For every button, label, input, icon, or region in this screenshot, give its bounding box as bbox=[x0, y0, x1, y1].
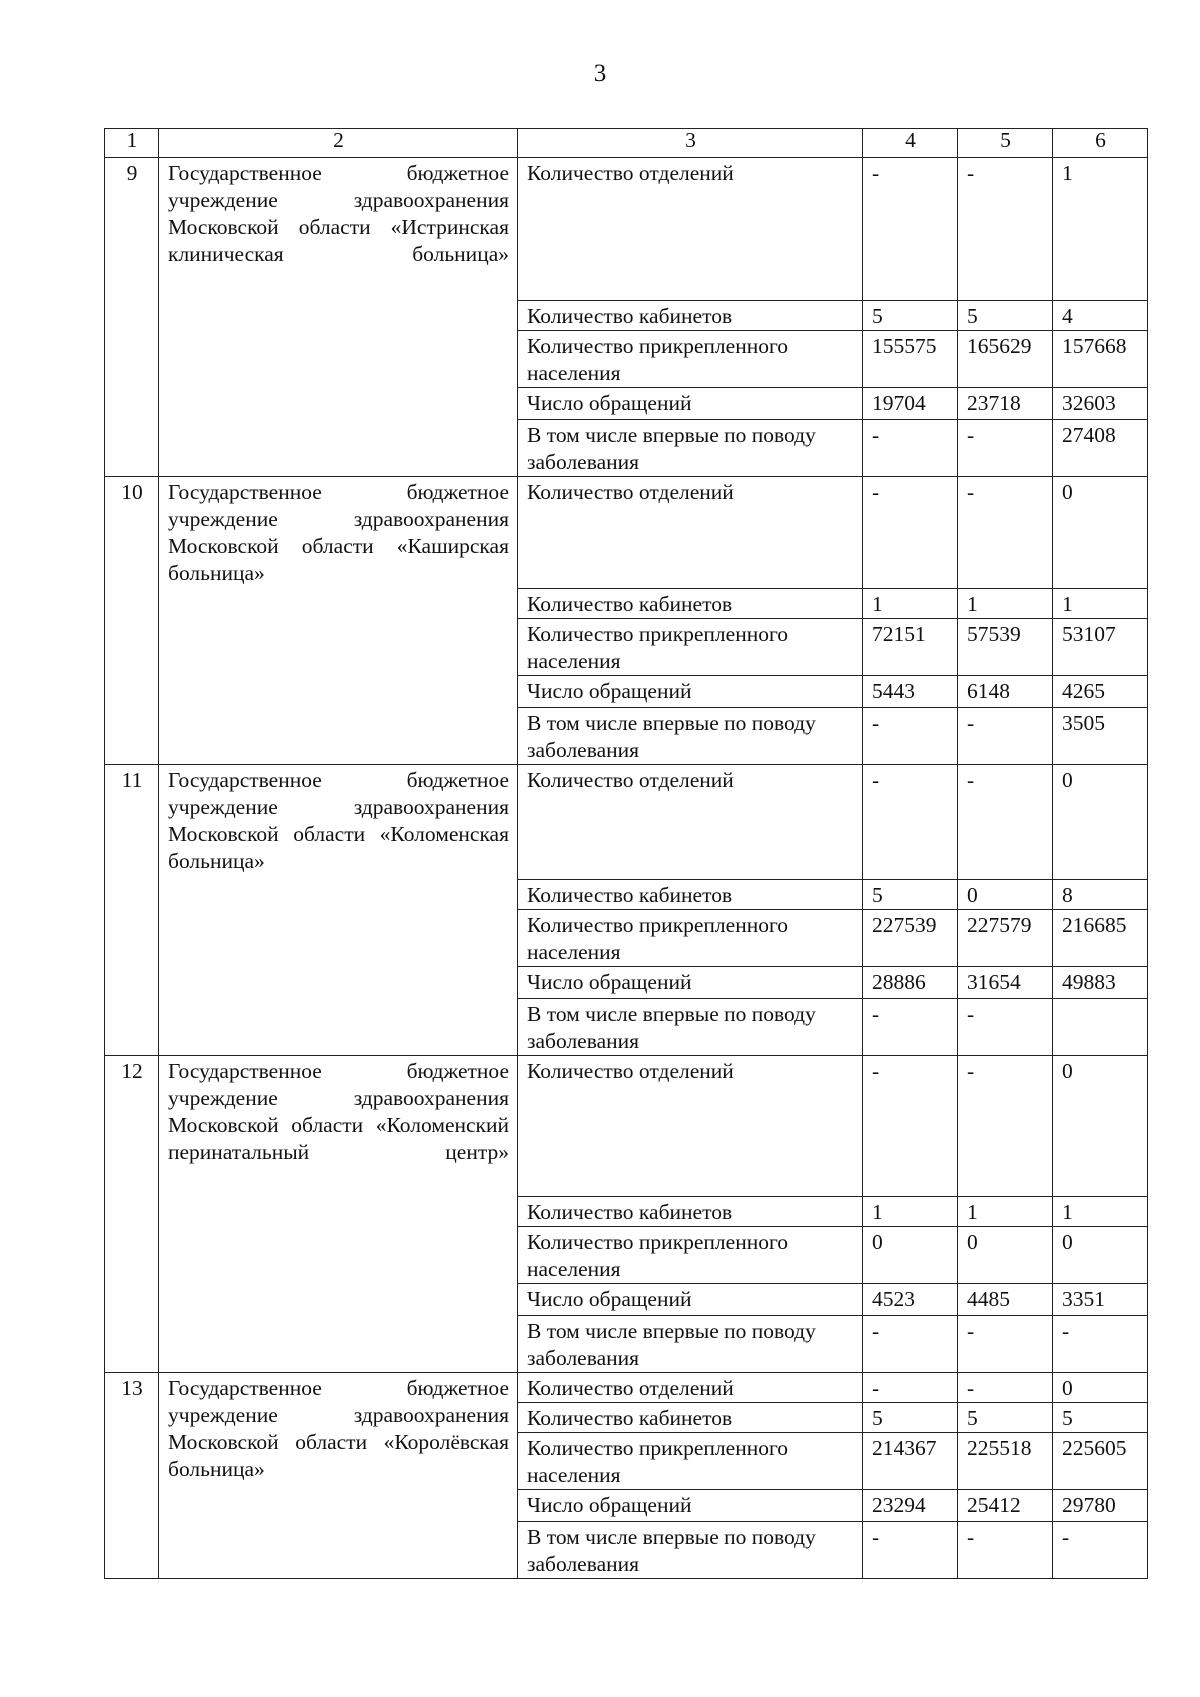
value-cell: 57539 bbox=[958, 619, 1053, 676]
value-cell: 23718 bbox=[958, 388, 1053, 420]
value-cell: 27408 bbox=[1053, 420, 1148, 477]
metric-label: Количество отделений bbox=[518, 1373, 863, 1403]
value-cell: 5 bbox=[863, 880, 958, 910]
value-cell: 4485 bbox=[958, 1284, 1053, 1316]
table-row bbox=[105, 158, 1148, 301]
column-header: 4 bbox=[863, 129, 958, 158]
institution-name: Государственное бюджетное учреждение здравоохранения Московской области «Коломенский перинатальный центр» bbox=[159, 1056, 518, 1373]
value-cell: - bbox=[863, 1373, 958, 1403]
value-cell: 25412 bbox=[958, 1490, 1053, 1522]
value-cell: 29780 bbox=[1053, 1490, 1148, 1522]
metric-label: Количество отделений bbox=[518, 477, 863, 589]
metric-label: Число обращений bbox=[518, 388, 863, 420]
value-cell: 8 bbox=[1053, 880, 1148, 910]
metric-label: Количество кабинетов bbox=[518, 589, 863, 619]
value-cell: - bbox=[958, 1056, 1053, 1197]
value-cell: 1 bbox=[863, 589, 958, 619]
value-cell: - bbox=[958, 1316, 1053, 1373]
value-cell: - bbox=[1053, 1316, 1148, 1373]
value-cell: 5 bbox=[1053, 1403, 1148, 1433]
value-cell: 4523 bbox=[863, 1284, 958, 1316]
value-cell: 72151 bbox=[863, 619, 958, 676]
value-cell: 0 bbox=[1053, 1373, 1148, 1403]
value-cell: 157668 bbox=[1053, 331, 1148, 388]
metric-label: В том числе впервые по поводу заболевания bbox=[518, 999, 863, 1056]
metric-label: Количество отделений bbox=[518, 158, 863, 301]
metric-label: Количество кабинетов bbox=[518, 1197, 863, 1227]
metric-label: В том числе впервые по поводу заболевания bbox=[518, 420, 863, 477]
value-cell: 1 bbox=[958, 589, 1053, 619]
value-cell: 155575 bbox=[863, 331, 958, 388]
value-cell: 1 bbox=[1053, 1197, 1148, 1227]
metric-label: Количество кабинетов bbox=[518, 301, 863, 331]
value-cell: - bbox=[958, 999, 1053, 1056]
value-cell: 227579 bbox=[958, 910, 1053, 967]
row-number: 11 bbox=[105, 765, 159, 1056]
value-cell: 5 bbox=[958, 1403, 1053, 1433]
column-header: 1 bbox=[105, 129, 159, 158]
value-cell: - bbox=[958, 765, 1053, 880]
metric-label: В том числе впервые по поводу заболевания bbox=[518, 1316, 863, 1373]
value-cell: - bbox=[863, 158, 958, 301]
value-cell: 225518 bbox=[958, 1433, 1053, 1490]
value-cell: - bbox=[863, 1056, 958, 1197]
metric-label: Количество прикрепленного населения bbox=[518, 910, 863, 967]
report-table bbox=[104, 128, 1148, 1579]
metric-label: Число обращений bbox=[518, 967, 863, 999]
value-cell: 0 bbox=[958, 880, 1053, 910]
row-number: 13 bbox=[105, 1373, 159, 1579]
institution-name: Государственное бюджетное учреждение здравоохранения Московской области «Коломенская больница» bbox=[159, 765, 518, 1056]
value-cell: 4 bbox=[1053, 301, 1148, 331]
metric-label: Количество отделений bbox=[518, 765, 863, 880]
table-row bbox=[105, 1056, 1148, 1197]
institution-name: Государственное бюджетное учреждение здравоохранения Московской области «Истринская клиническая больница» bbox=[159, 158, 518, 477]
metric-label: Число обращений bbox=[518, 676, 863, 708]
institution-name: Государственное бюджетное учреждение здравоохранения Московской области «Каширская больница» bbox=[159, 477, 518, 765]
value-cell: 23294 bbox=[863, 1490, 958, 1522]
metric-label: Количество прикрепленного населения bbox=[518, 1433, 863, 1490]
value-cell: 1 bbox=[1053, 158, 1148, 301]
value-cell: 216685 bbox=[1053, 910, 1148, 967]
value-cell: 227539 bbox=[863, 910, 958, 967]
value-cell: 3351 bbox=[1053, 1284, 1148, 1316]
column-header-row bbox=[105, 129, 1148, 158]
value-cell: 19704 bbox=[863, 388, 958, 420]
value-cell: 0 bbox=[863, 1227, 958, 1284]
value-cell: 165629 bbox=[958, 331, 1053, 388]
value-cell: 1 bbox=[958, 1197, 1053, 1227]
value-cell: 0 bbox=[1053, 477, 1148, 589]
metric-label: В том числе впервые по поводу заболевания bbox=[518, 708, 863, 765]
value-cell: - bbox=[863, 420, 958, 477]
value-cell: 5 bbox=[863, 301, 958, 331]
value-cell: 6148 bbox=[958, 676, 1053, 708]
page-number: 3 bbox=[593, 60, 607, 87]
column-header: 5 bbox=[958, 129, 1053, 158]
value-cell: 1 bbox=[863, 1197, 958, 1227]
column-header: 6 bbox=[1053, 129, 1148, 158]
value-cell: - bbox=[958, 1522, 1053, 1579]
value-cell: 0 bbox=[1053, 1227, 1148, 1284]
value-cell: 214367 bbox=[863, 1433, 958, 1490]
metric-label: Число обращений bbox=[518, 1284, 863, 1316]
metric-label: В том числе впервые по поводу заболевания bbox=[518, 1522, 863, 1579]
value-cell: - bbox=[958, 420, 1053, 477]
value-cell: 32603 bbox=[1053, 388, 1148, 420]
value-cell: 5 bbox=[863, 1403, 958, 1433]
value-cell: 53107 bbox=[1053, 619, 1148, 676]
value-cell: - bbox=[863, 999, 958, 1056]
metric-label: Количество отделений bbox=[518, 1056, 863, 1197]
value-cell: - bbox=[863, 1316, 958, 1373]
metric-label: Количество кабинетов bbox=[518, 880, 863, 910]
value-cell: 0 bbox=[958, 1227, 1053, 1284]
table-row bbox=[105, 1373, 1148, 1403]
value-cell bbox=[1053, 999, 1148, 1056]
value-cell: 28886 bbox=[863, 967, 958, 999]
metric-label: Количество прикрепленного населения bbox=[518, 1227, 863, 1284]
row-number: 12 bbox=[105, 1056, 159, 1373]
value-cell: 49883 bbox=[1053, 967, 1148, 999]
value-cell: 225605 bbox=[1053, 1433, 1148, 1490]
row-number: 10 bbox=[105, 477, 159, 765]
value-cell: 3505 bbox=[1053, 708, 1148, 765]
metric-label: Количество прикрепленного населения bbox=[518, 331, 863, 388]
value-cell: - bbox=[958, 477, 1053, 589]
value-cell: 5 bbox=[958, 301, 1053, 331]
table-row bbox=[105, 477, 1148, 589]
value-cell: - bbox=[863, 477, 958, 589]
value-cell: 31654 bbox=[958, 967, 1053, 999]
table-body bbox=[105, 129, 1148, 1579]
value-cell: - bbox=[958, 708, 1053, 765]
column-header: 3 bbox=[518, 129, 863, 158]
value-cell: 5443 bbox=[863, 676, 958, 708]
value-cell: - bbox=[863, 708, 958, 765]
column-header: 2 bbox=[159, 129, 518, 158]
value-cell: - bbox=[863, 1522, 958, 1579]
institution-name: Государственное бюджетное учреждение здравоохранения Московской области «Королёвская больница» bbox=[159, 1373, 518, 1579]
row-number: 9 bbox=[105, 158, 159, 477]
value-cell: 1 bbox=[1053, 589, 1148, 619]
metric-label: Количество кабинетов bbox=[518, 1403, 863, 1433]
metric-label: Количество прикрепленного населения bbox=[518, 619, 863, 676]
value-cell: 0 bbox=[1053, 765, 1148, 880]
table-row bbox=[105, 765, 1148, 880]
metric-label: Число обращений bbox=[518, 1490, 863, 1522]
value-cell: - bbox=[1053, 1522, 1148, 1579]
value-cell: - bbox=[958, 158, 1053, 301]
value-cell: 4265 bbox=[1053, 676, 1148, 708]
value-cell: - bbox=[863, 765, 958, 880]
value-cell: - bbox=[958, 1373, 1053, 1403]
value-cell: 0 bbox=[1053, 1056, 1148, 1197]
